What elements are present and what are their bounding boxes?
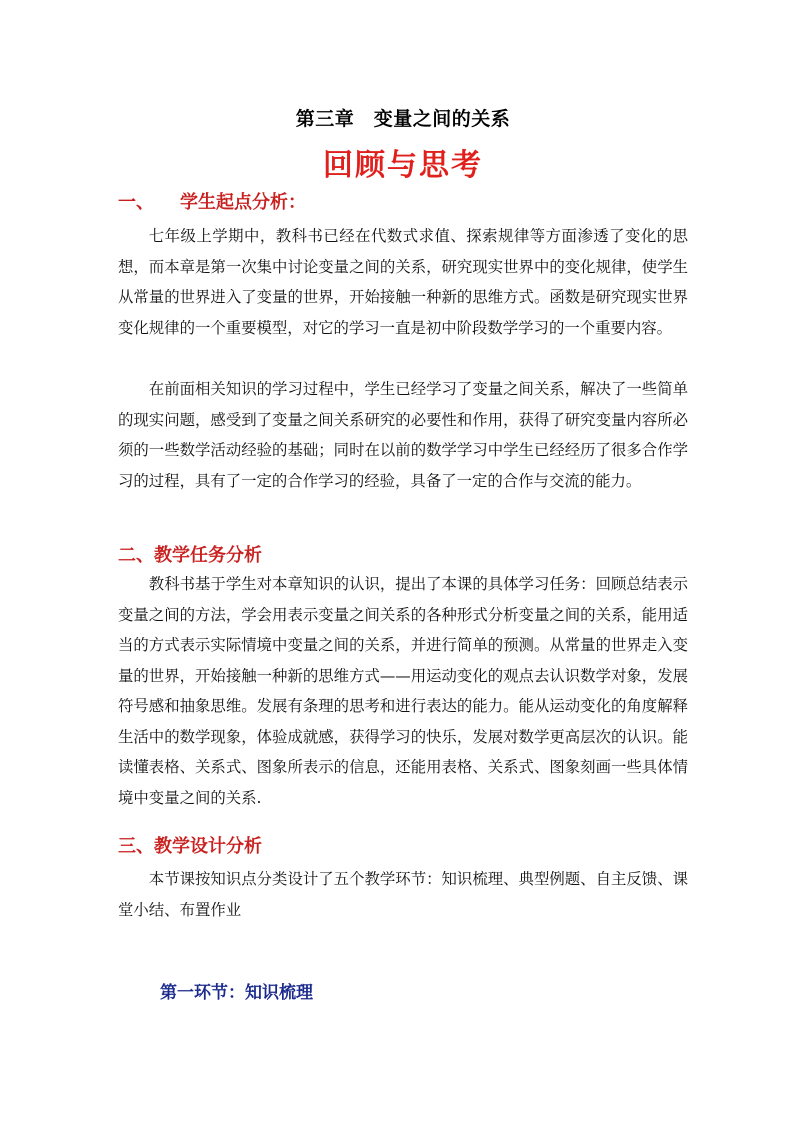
paragraph-teaching-task: 教科书基于学生对本章知识的认识，提出了本课的具体学习任务：回顾总结表示变量之间的方法，学会用表示变量之间关系的各种形式分析变量之间的关系，能用适当的方式表示实际情境中变量之间的关系，并进行简单的预测。从常量的世界走入变量的世界，开始接触一种新的思维方式——用运动变化的观点去认识数学对象，发展符号感和抽象思维。发展有条理的思考和进行表达的能力。能从运动变化的角度解释生活中的数学现象，体验成就感，获得学习的快乐，发展对数学更高层次的认识。能读懂表格、关系式、图象所表示的信息，还能用表格、关系式、图象刻画一些具体情境中变量之间的关系.: [118, 575, 688, 807]
section-heading-3: 三、教学设计分析: [118, 836, 262, 857]
paragraph-prior-learning: 在前面相关知识的学习过程中，学生已经学习了变量之间关系，解决了一些简单的现实问题，感受到了变量之间关系研究的必要性和作用，获得了研究变量内容所必须的一些数学活动经验的基础；同时在以前的数学学习中学生已经经历了很多合作学习的过程，具有了一定的合作学习的经验，具备了一定的合作与交流的能力。: [118, 380, 688, 490]
paragraph-student-starting-point: 七年级上学期中，教科书已经在代数式求值、探索规律等方面渗透了变化的思想，而本章是第一次集中讨论变量之间的关系，研究现实世界中的变化规律，使学生从常量的世界进入了变量的世界，开始接触一种新的思维方式。函数是研究现实世界变化规律的一个重要模型，对它的学习一直是初中阶段数学学习的一个重要内容。: [118, 227, 688, 337]
sub-heading-knowledge-review: 第一环节：知识梳理: [160, 983, 313, 1003]
section-heading-2: 二、教学任务分析: [118, 545, 262, 566]
chapter-title: 第三章 变量之间的关系: [295, 108, 511, 130]
section-title: 学生起点分析：: [180, 192, 306, 213]
main-title: 回顾与思考: [323, 148, 483, 183]
section-number: 一、: [118, 192, 154, 213]
paragraph-teaching-design: 本节课按知识点分类设计了五个教学环节：知识梳理、典型例题、自主反馈、课堂小结、布置作业: [118, 870, 688, 919]
section-heading-1: [118, 188, 306, 214]
